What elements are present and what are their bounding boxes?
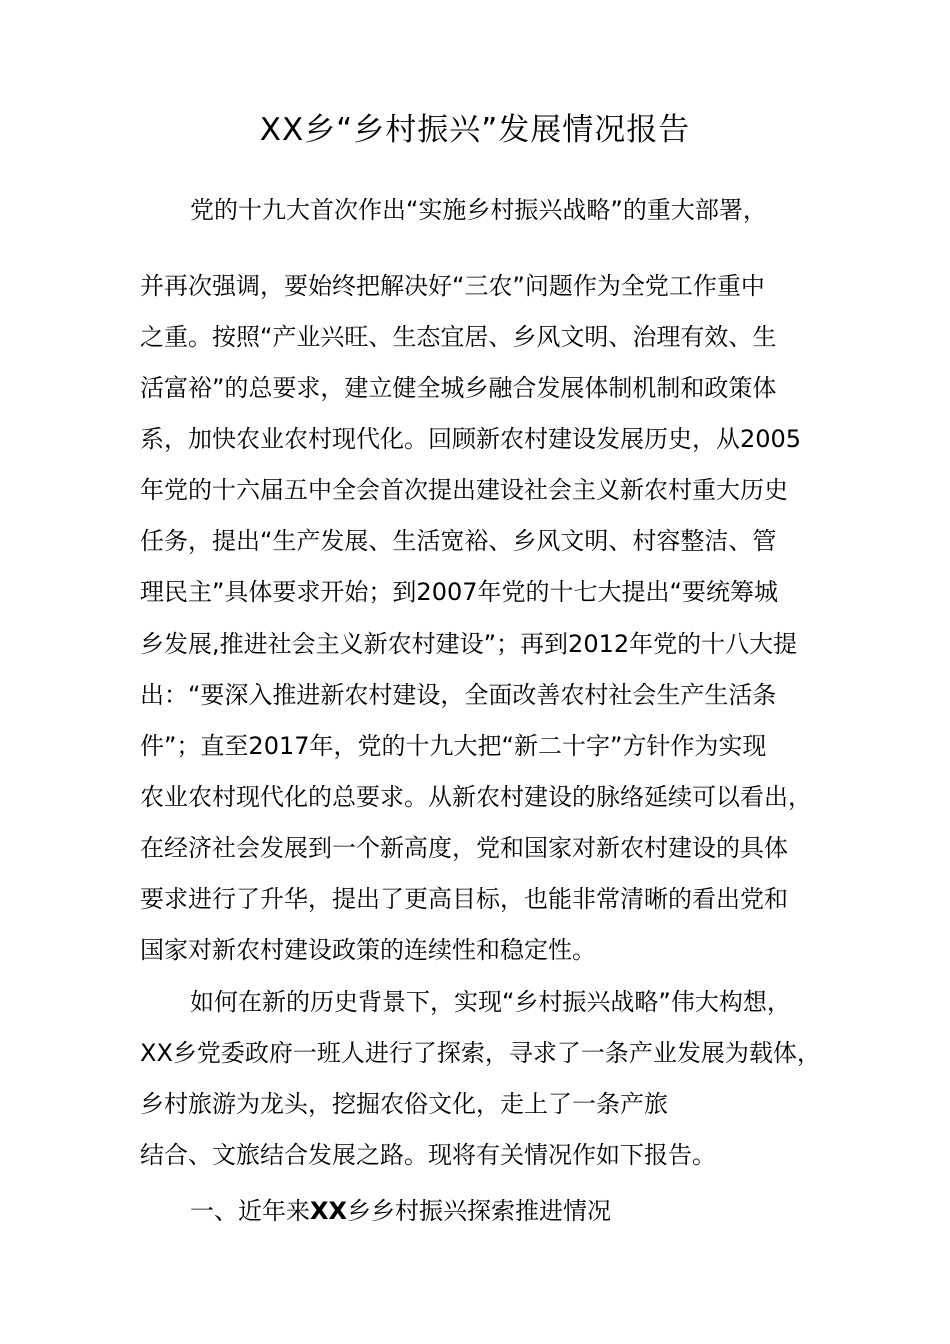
paragraph-2-line-2: XX乡党委政府一班人进行了探索，寻求了一条产业发展为载体， xyxy=(140,1039,821,1067)
paragraph-1-line-3: 之重。按照“产业兴旺、生态宜居、乡风文明、治理有效、生 xyxy=(140,323,777,351)
paragraph-1-line-2: 并再次强调，要始终把解决好“三农”问题作为全党工作重中 xyxy=(140,272,765,300)
section-heading-bold: XX xyxy=(310,1197,348,1225)
paragraph-1-line-9: 乡发展,推进社会主义新农村建设”；再到2012年党的十八大提 xyxy=(140,630,798,658)
paragraph-1-line-4: 活富裕”的总要求，建立健全城乡融合发展体制机制和政策体 xyxy=(140,374,777,402)
paragraph-1-line-12: 农业农村现代化的总要求。从新农村建设的脉络延续可以看出， xyxy=(140,783,812,811)
section-heading-prefix: 一、近年来 xyxy=(190,1197,310,1225)
document-title: XX乡“乡村振兴”发展情况报告 xyxy=(259,112,691,148)
paragraph-1-line-13: 在经济社会发展到一个新高度，党和国家对新农村建设的具体 xyxy=(140,834,788,862)
paragraph-2-line-1: 如何在新的历史背景下，实现“乡村振兴战略”伟大构想， xyxy=(190,988,791,1016)
paragraph-1-line-14: 要求进行了升华，提出了更高目标，也能非常清晰的看出党和 xyxy=(140,885,788,913)
paragraph-1-line-1: 党的十九大首次作出“实施乡村振兴战略”的重大部署， xyxy=(190,196,767,224)
paragraph-1-line-5: 系，加快农业农村现代化。回顾新农村建设发展历史，从2005 xyxy=(140,425,802,453)
section-heading-suffix: 乡乡村振兴探索推进情况 xyxy=(347,1197,612,1225)
paragraph-1-line-7: 任务，提出“生产发展、生活宽裕、乡风文明、村容整洁、管 xyxy=(140,527,777,555)
paragraph-1-line-10: 出：“要深入推进新农村建设，全面改善农村社会生产生活条 xyxy=(140,681,777,709)
section-heading-1 xyxy=(190,1193,611,1229)
paragraph-1-line-6: 年党的十六届五中全会首次提出建设社会主义新农村重大历史 xyxy=(140,476,788,504)
paragraph-2-line-3: 乡村旅游为龙头，挖掘农俗文化，走上了一条产旅 xyxy=(140,1090,668,1118)
paragraph-1-line-15: 国家对新农村建设政策的连续性和稳定性。 xyxy=(140,936,596,964)
paragraph-1-line-11: 件”；直至2017年，党的十九大把“新二十字”方针作为实现 xyxy=(140,732,767,760)
paragraph-2-line-4: 结合、文旅结合发展之路。现将有关情况作如下报告。 xyxy=(140,1141,716,1169)
paragraph-1-line-8: 理民主”具体要求开始；到2007年党的十七大提出“要统筹城 xyxy=(140,578,778,606)
